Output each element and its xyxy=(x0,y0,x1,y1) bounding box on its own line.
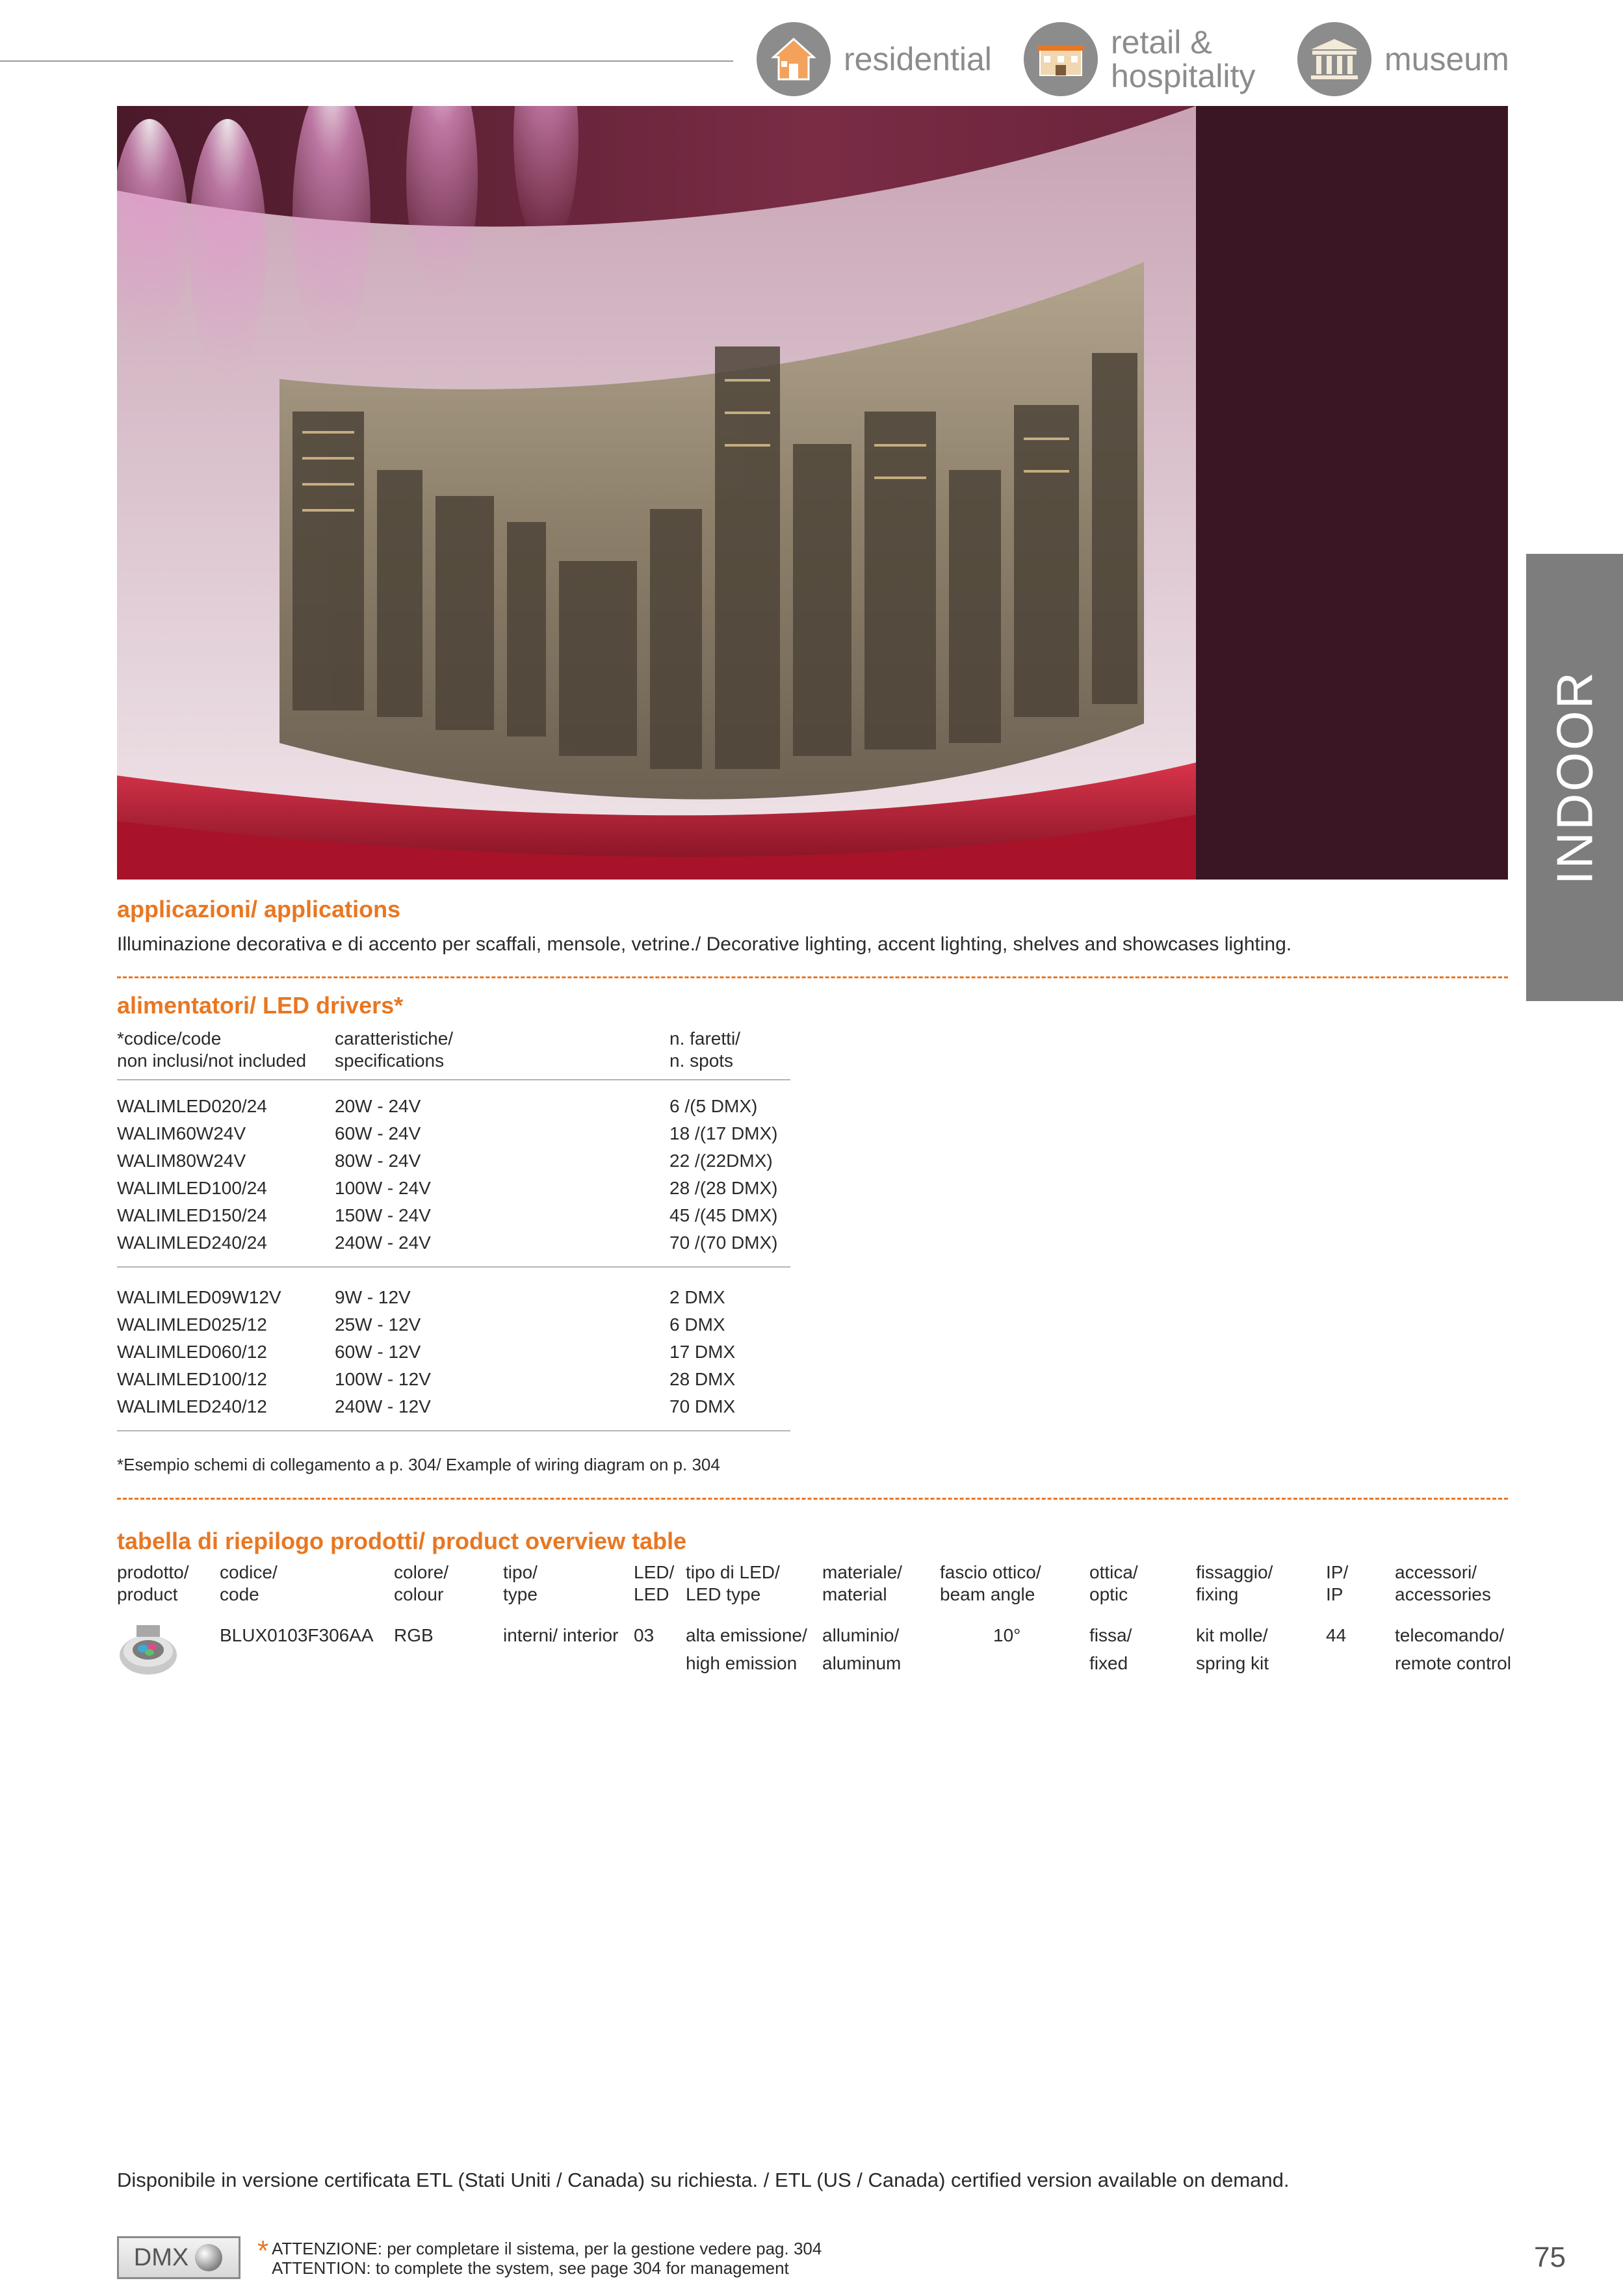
overview-header-code: codice/ code xyxy=(220,1562,278,1604)
table-row xyxy=(117,1205,790,1233)
category-residential[interactable] xyxy=(757,22,992,96)
overview-header-ip: IP/ IP xyxy=(1326,1562,1349,1604)
driver-code: WALIMLED025/12 xyxy=(117,1314,267,1335)
category-label: hospitality xyxy=(1111,58,1256,94)
driver-spots: 18 /(17 DMX) xyxy=(669,1123,778,1143)
driver-code: WALIM80W24V xyxy=(117,1151,246,1171)
driver-spec: 150W - 24V xyxy=(335,1205,431,1225)
overview-header-product: prodotto/ product xyxy=(117,1562,189,1604)
dmx-label: DMX xyxy=(133,2243,189,2271)
category-label: residential xyxy=(844,41,992,77)
table-rule xyxy=(117,1430,790,1431)
driver-code: WALIMLED060/12 xyxy=(117,1342,267,1362)
attention-star: * xyxy=(257,2235,269,2267)
overview-header-optic: ottica/ optic xyxy=(1089,1562,1138,1604)
product-accessories: telecomando/ remote control xyxy=(1395,1625,1511,1673)
header-code: non inclusi/not included xyxy=(117,1050,307,1071)
driver-spec: 9W - 12V xyxy=(335,1287,411,1307)
shop-icon xyxy=(1024,22,1098,96)
product-beam-angle: 10° xyxy=(993,1625,1021,1645)
product-type: interni/ interior xyxy=(503,1625,619,1645)
overview-header-fixing: fissaggio/ fixing xyxy=(1196,1562,1273,1604)
table-rule xyxy=(117,1079,790,1080)
table-row xyxy=(117,1123,790,1151)
driver-spec: 100W - 12V xyxy=(335,1369,431,1389)
category-label: retail & xyxy=(1111,24,1212,60)
driver-code: WALIMLED09W12V xyxy=(117,1287,281,1307)
overview-header-colour: colore/ colour xyxy=(394,1562,449,1604)
driver-code: WALIMLED240/12 xyxy=(117,1396,267,1416)
driver-code: WALIMLED150/24 xyxy=(117,1205,267,1225)
page-number: 75 xyxy=(1534,2241,1566,2273)
overview-header-beam: fascio ottico/ beam angle xyxy=(940,1562,1041,1604)
product-thumbnail xyxy=(117,1616,179,1681)
driver-spots: 28 /(28 DMX) xyxy=(669,1178,778,1198)
overview-header-material: materiale/ material xyxy=(822,1562,902,1604)
product-led-type: alta emissione/ high emission xyxy=(686,1625,807,1673)
header-spec: specifications xyxy=(335,1050,445,1071)
driver-spec: 240W - 24V xyxy=(335,1233,431,1253)
house-icon xyxy=(757,22,831,96)
driver-code: WALIMLED240/24 xyxy=(117,1233,267,1253)
driver-code: WALIM60W24V xyxy=(117,1123,246,1143)
overview-header-accessories: accessori/ accessories xyxy=(1395,1562,1491,1604)
product-material: alluminio/ aluminum xyxy=(822,1625,902,1673)
drivers-title: alimentatori/ LED drivers* xyxy=(117,992,404,1019)
table-row xyxy=(117,1314,790,1342)
driver-code: WALIMLED100/12 xyxy=(117,1369,267,1389)
table-row xyxy=(117,1396,790,1424)
section-divider xyxy=(117,976,1508,978)
driver-spots: 28 DMX xyxy=(669,1369,736,1389)
table-row xyxy=(117,1151,790,1178)
dmx-disc-icon xyxy=(194,2243,224,2273)
header-spec: caratteristiche/ xyxy=(335,1028,454,1049)
driver-spots: 2 DMX xyxy=(669,1287,725,1307)
driver-code: WALIMLED020/24 xyxy=(117,1096,267,1116)
header-rule xyxy=(0,60,733,62)
product-optic: fissa/ fixed xyxy=(1089,1625,1132,1673)
product-colour: RGB xyxy=(394,1625,434,1645)
applications-text: Illuminazione decorativa e di accento per scaffali, mensole, vetrine./ Decorative lighting, accent lighting, shelves and showcases lighting. xyxy=(117,933,1292,955)
overview-title: tabella di riepilogo prodotti/ product overview table xyxy=(117,1528,687,1554)
table-row xyxy=(117,1287,790,1314)
museum-icon xyxy=(1297,22,1371,96)
table-rule xyxy=(117,1266,790,1268)
driver-spec: 60W - 12V xyxy=(335,1342,421,1362)
attention-note: ATTENZIONE: per completare il sistema, per la gestione vedere pag. 304 ATTENTION: to complete the system, see page 304 for management xyxy=(272,2239,822,2278)
driver-spec: 25W - 12V xyxy=(335,1314,421,1335)
overview-header-led: LED/ LED xyxy=(634,1562,675,1604)
table-row xyxy=(117,1178,790,1205)
driver-spec: 80W - 24V xyxy=(335,1151,421,1171)
table-row xyxy=(117,1233,790,1260)
product-code: BLUX0103F306AA xyxy=(220,1625,374,1645)
drivers-note: *Esempio schemi di collegamento a p. 304/ Example of wiring diagram on p. 304 xyxy=(117,1455,720,1474)
product-led: 03 xyxy=(634,1625,655,1645)
category-label: museum xyxy=(1384,41,1509,77)
category-museum[interactable] xyxy=(1297,22,1509,96)
header-code: *codice/code xyxy=(117,1028,222,1049)
section-tab-label: INDOOR xyxy=(1546,670,1603,885)
driver-spots: 6 DMX xyxy=(669,1314,725,1335)
overview-header-type: tipo/ type xyxy=(503,1562,538,1604)
driver-spec: 20W - 24V xyxy=(335,1096,421,1116)
overview-header-led-type: tipo di LED/ LED type xyxy=(686,1562,780,1604)
driver-spots: 17 DMX xyxy=(669,1342,736,1362)
table-row xyxy=(117,1096,790,1123)
etl-note: Disponibile in versione certificata ETL (Stati Uniti / Canada) su richiesta. / ETL (US / Canada) certified version available on demand. xyxy=(117,2169,1290,2191)
table-row xyxy=(117,1342,790,1369)
applications-title: applicazioni/ applications xyxy=(117,896,401,922)
product-fixing: kit molle/ spring kit xyxy=(1196,1625,1269,1673)
category-retail-hospitality[interactable] xyxy=(1024,22,1255,96)
driver-spots: 45 /(45 DMX) xyxy=(669,1205,778,1225)
header-spots: n. faretti/ xyxy=(669,1028,740,1049)
driver-spots: 70 /(70 DMX) xyxy=(669,1233,778,1253)
driver-spec: 240W - 12V xyxy=(335,1396,431,1416)
product-ip: 44 xyxy=(1326,1625,1347,1645)
driver-spots: 6 /(5 DMX) xyxy=(669,1096,758,1116)
table-row xyxy=(117,1369,790,1396)
driver-spots: 22 /(22DMX) xyxy=(669,1151,773,1171)
driver-code: WALIMLED100/24 xyxy=(117,1178,267,1198)
application-photo xyxy=(117,106,1508,880)
section-divider xyxy=(117,1498,1508,1500)
driver-spots: 70 DMX xyxy=(669,1396,736,1416)
section-tab-indoor xyxy=(1526,554,1623,1001)
driver-spec: 60W - 24V xyxy=(335,1123,421,1143)
header-spots: n. spots xyxy=(669,1050,734,1071)
dmx-badge xyxy=(117,2236,240,2279)
driver-spec: 100W - 24V xyxy=(335,1178,431,1198)
